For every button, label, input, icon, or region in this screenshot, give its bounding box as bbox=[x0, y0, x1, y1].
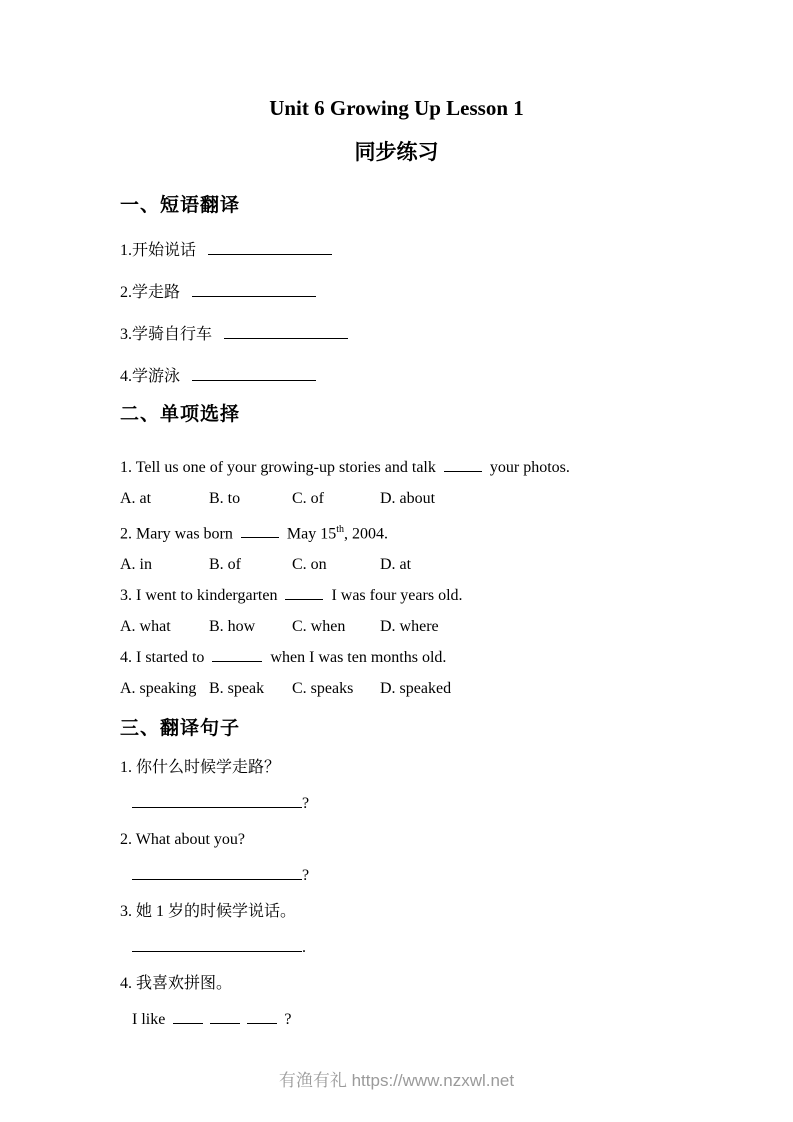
section-heading-phrases: 一、短语翻译 bbox=[120, 195, 241, 216]
mcq-options bbox=[120, 611, 676, 642]
question-pre: 2. Mary was born bbox=[120, 525, 233, 543]
question-sup: th bbox=[336, 524, 344, 535]
section-phrases bbox=[120, 193, 676, 387]
option-d: D. at bbox=[380, 556, 412, 574]
option-c: C. of bbox=[292, 490, 324, 507]
answer-suffix: ? bbox=[284, 1011, 292, 1029]
question-blank bbox=[212, 648, 262, 662]
question-post: May 15 bbox=[286, 525, 337, 543]
answer-suffix: . bbox=[302, 939, 306, 957]
mcq-options bbox=[120, 549, 676, 580]
section-heading-mcq: 二、单项选择 bbox=[120, 404, 241, 425]
phrase-label: 4.学游泳 bbox=[120, 368, 181, 385]
option-a: A. at bbox=[120, 490, 152, 507]
option-c: C. when bbox=[292, 618, 346, 636]
option-b: B. speak bbox=[209, 680, 265, 698]
translate-answer-line bbox=[120, 866, 676, 886]
option-d: D. about bbox=[380, 490, 436, 507]
translate-prompt: 3. 她 1 岁的时候学说话。 bbox=[120, 903, 297, 921]
phrase-label: 2.学走路 bbox=[120, 284, 181, 301]
phrase-answer-blank bbox=[224, 325, 348, 339]
option-d: D. where bbox=[380, 618, 439, 636]
question-pre: 3. I went to kindergarten bbox=[120, 587, 278, 605]
mcq-options bbox=[120, 673, 676, 704]
phrase-label: 1.开始说话 bbox=[120, 242, 197, 259]
phrase-answer-blank bbox=[192, 283, 316, 297]
question-pre: 4. I started to bbox=[120, 649, 205, 667]
question-blank bbox=[444, 458, 482, 472]
answer-blank bbox=[132, 866, 302, 880]
translate-prompt: 1. 你什么时候学走路？ bbox=[120, 759, 281, 777]
question-post: when I was ten months old. bbox=[270, 649, 447, 667]
option-c: C. speaks bbox=[292, 680, 354, 698]
phrase-item bbox=[120, 241, 676, 261]
document-body bbox=[120, 193, 676, 1030]
option-b: B. to bbox=[209, 490, 241, 507]
phrase-label: 3.学骑自行车 bbox=[120, 326, 213, 343]
phrase-answer-blank bbox=[192, 367, 316, 381]
translate-answer-line bbox=[120, 938, 676, 958]
question-pre: 1. Tell us one of your growing-up stories and talk bbox=[120, 459, 436, 476]
question-blank bbox=[241, 524, 279, 538]
option-d: D. speaked bbox=[380, 680, 452, 698]
mcq-question bbox=[120, 642, 676, 673]
answer-blank bbox=[132, 794, 302, 808]
phrase-answer-blank bbox=[208, 241, 332, 255]
option-b: B. of bbox=[209, 556, 241, 574]
answer-blank bbox=[132, 938, 302, 952]
option-a: A. in bbox=[120, 556, 152, 574]
mcq-question bbox=[120, 452, 676, 483]
mcq-question bbox=[120, 514, 676, 549]
page-title: Unit 6 Growing Up Lesson 1 bbox=[269, 96, 524, 120]
option-a: A. what bbox=[120, 618, 171, 636]
phrase-item bbox=[120, 325, 676, 345]
option-a: A. speaking bbox=[120, 680, 197, 698]
question-blank bbox=[285, 586, 323, 600]
translate-prompt: 2. What about you? bbox=[120, 831, 246, 849]
question-post: your photos. bbox=[489, 459, 570, 476]
answer-prefix: I like bbox=[132, 1011, 166, 1029]
translate-answer-line bbox=[120, 794, 676, 814]
phrase-item bbox=[120, 367, 676, 387]
page-footer: 有渔有礼 https://www.nzxwl.net bbox=[278, 1071, 515, 1090]
answer-suffix: ? bbox=[302, 867, 310, 885]
phrase-item bbox=[120, 283, 676, 303]
answer-blank bbox=[173, 1010, 203, 1024]
question-post: I was four years old. bbox=[331, 587, 463, 605]
mcq-question bbox=[120, 580, 676, 611]
question-post-rest: , 2004. bbox=[343, 525, 388, 543]
answer-blank bbox=[247, 1010, 277, 1024]
section-heading-translate: 三、翻译句子 bbox=[120, 718, 241, 740]
option-c: C. on bbox=[292, 556, 327, 574]
answer-blank bbox=[210, 1010, 240, 1024]
page-subtitle: 同步练习 bbox=[354, 141, 439, 164]
answer-suffix: ? bbox=[302, 795, 310, 813]
translate-prompt: 4. 我喜欢拼图。 bbox=[120, 975, 233, 993]
mcq-options bbox=[120, 483, 676, 514]
translate-answer-line bbox=[120, 1010, 676, 1030]
section-translate bbox=[120, 716, 676, 1030]
option-b: B. how bbox=[209, 618, 256, 636]
section-mcq bbox=[120, 402, 676, 704]
